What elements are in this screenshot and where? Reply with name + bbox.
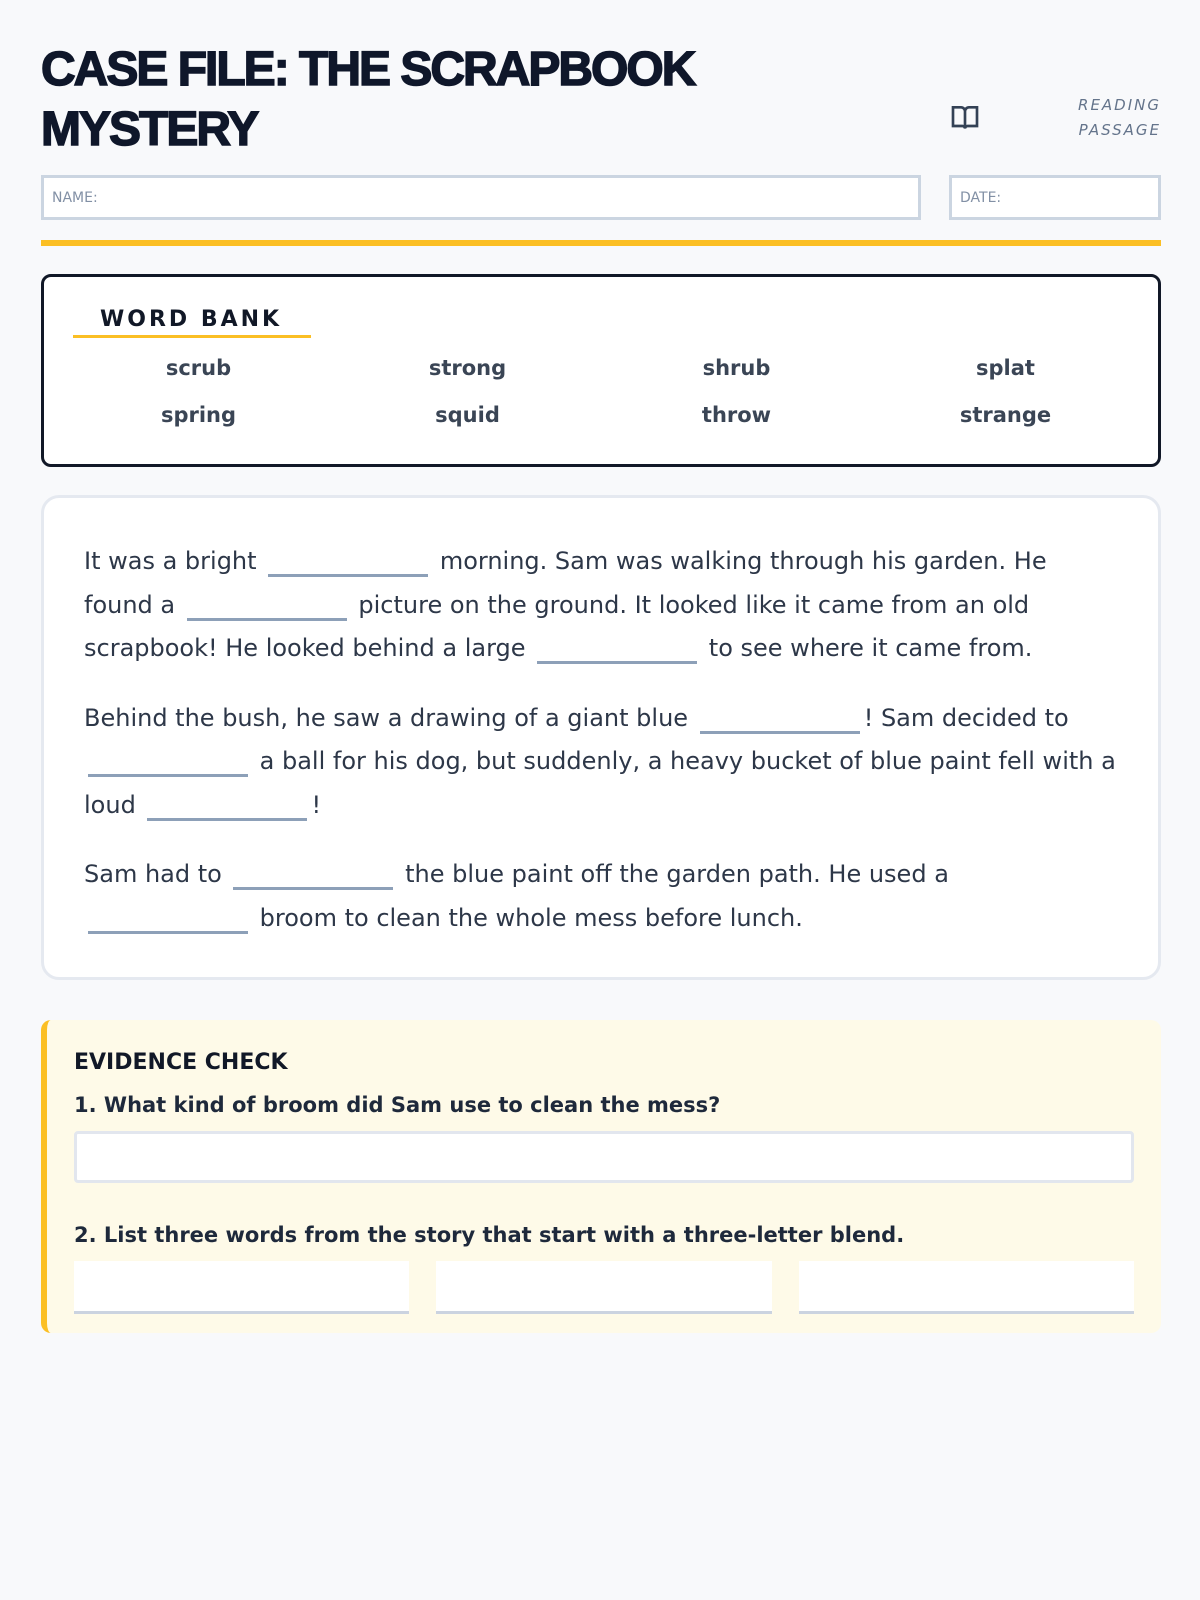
- paragraph-1: [84, 540, 1118, 671]
- question-2: 2. List three words from the story that start with a three-letter blend.: [74, 1223, 905, 1247]
- evidence-title: EVIDENCE CHECK: [74, 1050, 288, 1075]
- word-bank: [41, 274, 1161, 467]
- blank-5[interactable]: [88, 747, 248, 777]
- word-item: strange: [959, 403, 1052, 427]
- blank-2[interactable]: [187, 591, 347, 621]
- word-item: scrub: [165, 356, 232, 380]
- evidence-check: [41, 1020, 1161, 1333]
- blank-6[interactable]: [147, 791, 307, 821]
- text: ! Sam decided to: [863, 703, 1069, 732]
- reading-passage-badge: [949, 76, 1161, 160]
- text: Sam had to: [84, 860, 222, 888]
- text: !: [311, 790, 322, 819]
- text: the blue paint off the garden path. He used a: [405, 860, 949, 888]
- blank-8[interactable]: [88, 904, 248, 934]
- badge-label: READING PASSAGE: [1078, 96, 1161, 139]
- date-field[interactable]: DATE:: [949, 175, 1161, 220]
- answer-2c-input[interactable]: [799, 1261, 1134, 1314]
- text: morning. Sam was walking through his garden. He found a: [84, 547, 1047, 619]
- blank-7[interactable]: [233, 860, 393, 890]
- word-bank-title: WORD BANK: [73, 307, 311, 338]
- answer-1-input[interactable]: [74, 1131, 1134, 1183]
- answer-2a-input[interactable]: [74, 1261, 409, 1314]
- header: [41, 40, 1161, 160]
- blank-1[interactable]: [268, 547, 428, 577]
- text: broom to clean the whole mess before lunch.: [259, 903, 803, 932]
- word-item: strong: [428, 356, 507, 380]
- word-item: shrub: [702, 356, 771, 380]
- name-field[interactable]: NAME:: [41, 175, 921, 220]
- word-item: squid: [435, 403, 500, 427]
- question-1: 1. What kind of broom did Sam use to clean the mess?: [74, 1093, 721, 1117]
- text: It was a bright: [84, 547, 257, 575]
- paragraph-2: [84, 697, 1118, 828]
- blank-4[interactable]: [700, 704, 860, 734]
- word-item: spring: [160, 403, 237, 427]
- text: picture on the ground. It looked like it came from an old scrapbook! He looked behind a large: [84, 590, 1030, 662]
- text: to see where it came from.: [708, 634, 1033, 662]
- text: a ball for his dog, but suddenly, a heavy bucket of blue paint fell with a loud: [84, 747, 1116, 819]
- text: Behind the bush, he saw a drawing of a giant blue: [84, 703, 689, 732]
- divider: [41, 240, 1161, 246]
- student-info: [41, 175, 1161, 220]
- word-item: splat: [976, 356, 1035, 380]
- blank-3[interactable]: [537, 634, 697, 664]
- reading-passage: [41, 495, 1161, 980]
- page-title: CASE FILE: THE SCRAPBOOK MYSTERY: [41, 43, 695, 156]
- answer-2b-input[interactable]: [436, 1261, 771, 1314]
- paragraph-3: [84, 853, 1118, 940]
- word-item: throw: [701, 403, 772, 427]
- book-icon: [949, 102, 981, 134]
